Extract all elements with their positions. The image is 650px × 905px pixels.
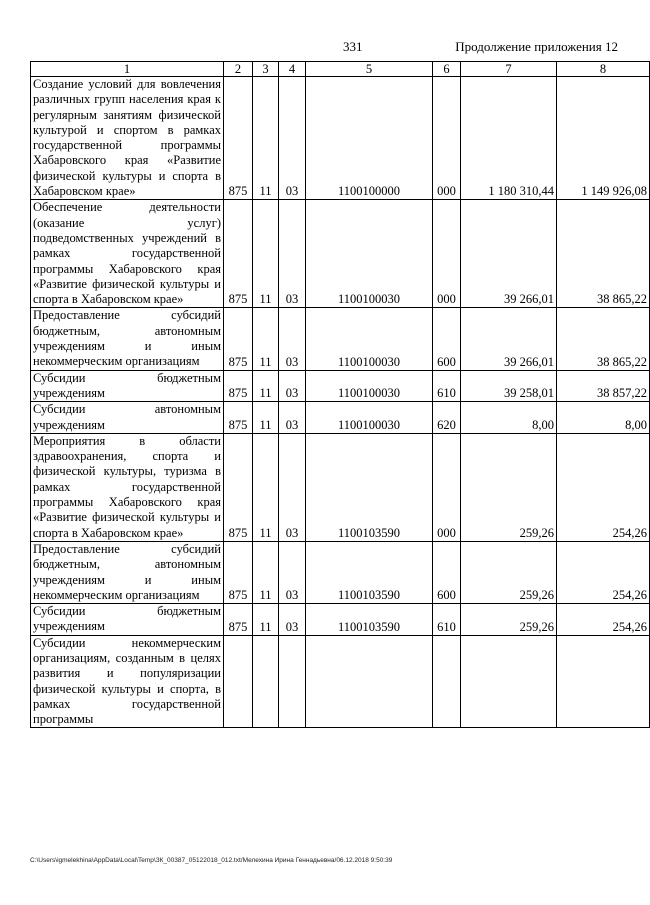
amount-col8: 254,26 (557, 541, 650, 603)
row-description: Предоставление субсидий бюджетным, автономным учреждениям и иным некоммерческим организациям (31, 541, 224, 603)
expense-type-code (433, 635, 461, 728)
amount-col8: 8,00 (557, 402, 650, 434)
amount-col8: 38 857,22 (557, 370, 650, 402)
expense-type-code: 000 (433, 200, 461, 308)
subsection-code (279, 635, 306, 728)
expense-type-code: 000 (433, 77, 461, 200)
column-header-6: 6 (433, 62, 461, 77)
amount-col8: 1 149 926,08 (557, 77, 650, 200)
amount-col7: 259,26 (461, 433, 557, 541)
ministry-code: 875 (224, 370, 253, 402)
section-code: 11 (253, 308, 279, 370)
ministry-code: 875 (224, 200, 253, 308)
budget-table (30, 61, 650, 728)
section-code: 11 (253, 604, 279, 636)
subsection-code: 03 (279, 370, 306, 402)
subsection-code: 03 (279, 604, 306, 636)
table-row (31, 604, 650, 636)
subsection-code: 03 (279, 77, 306, 200)
table-row (31, 433, 650, 541)
row-description: Субсидии бюджетным учреждениям (31, 370, 224, 402)
section-code: 11 (253, 541, 279, 603)
amount-col8: 38 865,22 (557, 308, 650, 370)
row-description: Субсидии бюджетным учреждениям (31, 604, 224, 636)
subsection-code: 03 (279, 200, 306, 308)
ministry-code: 875 (224, 308, 253, 370)
expense-type-code: 610 (433, 370, 461, 402)
column-header-2: 2 (224, 62, 253, 77)
row-description: Обеспечение деятельности (оказание услуг) подведомственных учреждений в рамках государственной программы Хабаровского края «Развитие физической культуры и спорта в Хабаровском крае» (31, 200, 224, 308)
amount-col8: 254,26 (557, 433, 650, 541)
table-row (31, 635, 650, 728)
amount-col7: 1 180 310,44 (461, 77, 557, 200)
amount-col7: 259,26 (461, 604, 557, 636)
target-article-code: 1100100030 (306, 308, 433, 370)
expense-type-code: 620 (433, 402, 461, 434)
column-header-4: 4 (279, 62, 306, 77)
subsection-code: 03 (279, 402, 306, 434)
column-header-5: 5 (306, 62, 433, 77)
section-code: 11 (253, 200, 279, 308)
target-article-code: 1100103590 (306, 541, 433, 603)
subsection-code: 03 (279, 541, 306, 603)
target-article-code: 1100100000 (306, 77, 433, 200)
page-number: 331 (343, 39, 363, 54)
amount-col7: 259,26 (461, 541, 557, 603)
expense-type-code: 000 (433, 433, 461, 541)
section-code: 11 (253, 77, 279, 200)
table-row (31, 541, 650, 603)
amount-col7: 39 258,01 (461, 370, 557, 402)
table-row (31, 308, 650, 370)
amount-col8 (557, 635, 650, 728)
row-description: Субсидии некоммерческим организациям, созданным в целях развития и популяризации физической культуры и спорта, в рамках государственной программы (31, 635, 224, 728)
table-row (31, 77, 650, 200)
row-description: Мероприятия в области здравоохранения, спорта и физической культуры, туризма в рамках государственной программы Хабаровского края «Развитие физической культуры и спорта в Хабаровском крае» (31, 433, 224, 541)
ministry-code: 875 (224, 604, 253, 636)
column-header-7: 7 (461, 62, 557, 77)
target-article-code: 1100100030 (306, 200, 433, 308)
ministry-code: 875 (224, 541, 253, 603)
target-article-code: 1100103590 (306, 433, 433, 541)
row-description: Субсидии автономным учреждениям (31, 402, 224, 434)
table-row (31, 200, 650, 308)
amount-col8: 38 865,22 (557, 200, 650, 308)
section-code: 11 (253, 433, 279, 541)
target-article-code (306, 635, 433, 728)
column-header-3: 3 (253, 62, 279, 77)
column-header-1: 1 (31, 62, 224, 77)
target-article-code: 1100103590 (306, 604, 433, 636)
ministry-code: 875 (224, 402, 253, 434)
target-article-code: 1100100030 (306, 402, 433, 434)
section-code: 11 (253, 370, 279, 402)
table-row (31, 402, 650, 434)
amount-col8: 254,26 (557, 604, 650, 636)
target-article-code: 1100100030 (306, 370, 433, 402)
continuation-note: Продолжение приложения 12 (455, 39, 618, 54)
row-description: Создание условий для вовлечения различных групп населения края к регулярным занятиям физической культурой и спортом в рамках государственной программы Хабаровского края «Развитие физической культуры и спорта в Хабаровском крае» (31, 77, 224, 200)
column-header-8: 8 (557, 62, 650, 77)
section-code: 11 (253, 402, 279, 434)
ministry-code: 875 (224, 77, 253, 200)
file-path-footer: C:\Users\igmelekhina\AppData\Local\Temp\ЗК_00387_05122018_012.txt/Мелехина Ирина Геннадьевна/06.12.2018 9:50:39 (30, 857, 393, 864)
amount-col7: 39 266,01 (461, 308, 557, 370)
ministry-code: 875 (224, 433, 253, 541)
row-description: Предоставление субсидий бюджетным, автономным учреждениям и иным некоммерческим организациям (31, 308, 224, 370)
subsection-code: 03 (279, 308, 306, 370)
amount-col7 (461, 635, 557, 728)
expense-type-code: 600 (433, 308, 461, 370)
column-header-row (31, 62, 650, 77)
amount-col7: 39 266,01 (461, 200, 557, 308)
table-row (31, 370, 650, 402)
amount-col7: 8,00 (461, 402, 557, 434)
subsection-code: 03 (279, 433, 306, 541)
ministry-code (224, 635, 253, 728)
expense-type-code: 600 (433, 541, 461, 603)
expense-type-code: 610 (433, 604, 461, 636)
section-code (253, 635, 279, 728)
